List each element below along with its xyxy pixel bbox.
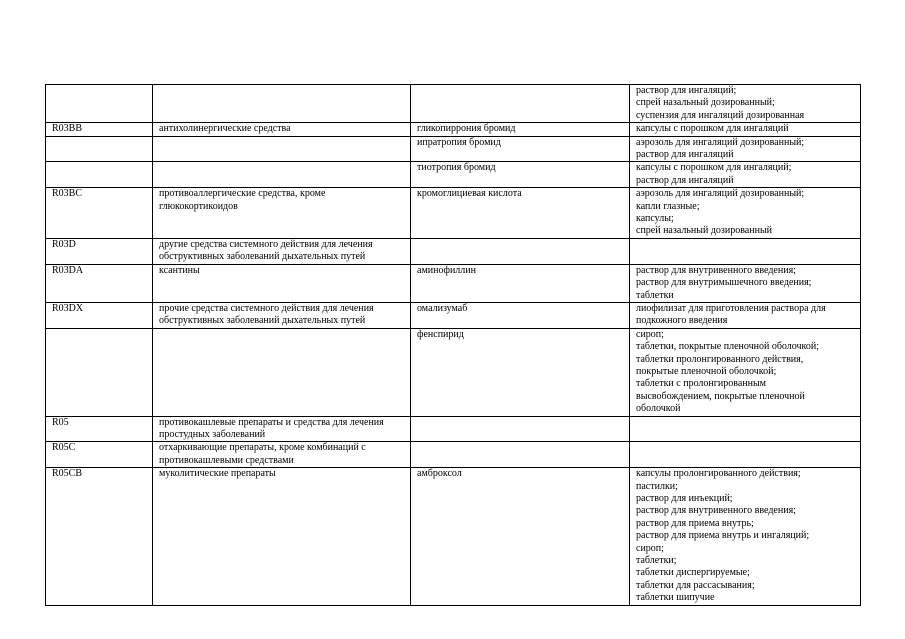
dosage-form-line: таблетки; <box>636 555 677 567</box>
atc-code-cell <box>46 85 153 123</box>
dosage-form-cell <box>630 188 861 239</box>
pharmacological-group-cell <box>153 328 411 416</box>
dosage-form-line: раствор для ингаляций <box>636 174 734 186</box>
dosage-form-line: капли глазные; <box>636 200 700 212</box>
pharmacological-group-cell <box>153 442 411 468</box>
drug-name-cell: омализумаб <box>411 302 630 328</box>
group-text-line: другие средства системного действия для лечения <box>159 238 373 250</box>
drug-name-cell: ипратропия бромид <box>411 136 630 162</box>
group-text-line: антихолинергические средства <box>159 123 291 135</box>
table-row <box>46 85 861 123</box>
group-text-line: ксантины <box>159 264 200 276</box>
dosage-form-line: пастилки; <box>636 480 678 492</box>
dosage-form-line: подкожного введения <box>636 315 728 327</box>
table-row <box>46 416 861 442</box>
drug-classification-table <box>45 84 861 606</box>
dosage-form-line: таблетки с пролонгированным <box>636 378 767 390</box>
dosage-form-line: таблетки <box>636 289 674 301</box>
dosage-form-line: раствор для приема внутрь и ингаляций; <box>636 530 810 542</box>
pharmacological-group-cell <box>153 123 411 136</box>
dosage-form-line: таблетки диспергируемые; <box>636 567 750 579</box>
dosage-form-cell <box>630 302 861 328</box>
dosage-form-cell <box>630 468 861 605</box>
dosage-form-cell <box>630 416 861 442</box>
dosage-form-cell <box>630 238 861 264</box>
atc-code-cell: R05CB <box>46 468 153 605</box>
atc-code-cell <box>46 328 153 416</box>
group-text-line: глюкокортикоидов <box>159 200 238 212</box>
dosage-form-line: раствор для внутривенного введения; <box>636 264 796 276</box>
drug-name-cell <box>411 238 630 264</box>
dosage-form-line: раствор для ингаляций <box>636 149 734 161</box>
drug-name-cell: кромоглициевая кислота <box>411 188 630 239</box>
dosage-form-line: сироп; <box>636 328 664 340</box>
table-row <box>46 264 861 302</box>
table-row <box>46 468 861 605</box>
dosage-form-line: капсулы с порошком для ингаляций <box>636 123 789 135</box>
dosage-form-line: таблетки для рассасывания; <box>636 579 755 591</box>
drug-name-cell: аминофиллин <box>411 264 630 302</box>
atc-code-cell: R05C <box>46 442 153 468</box>
dosage-form-cell <box>630 264 861 302</box>
table-row <box>46 123 861 136</box>
atc-code-cell: R03D <box>46 238 153 264</box>
pharmacological-group-cell <box>153 238 411 264</box>
dosage-form-cell <box>630 123 861 136</box>
group-text-line: обструктивных заболеваний дыхательных путей <box>159 251 366 263</box>
dosage-form-cell <box>630 162 861 188</box>
atc-code-cell <box>46 136 153 162</box>
drug-name-cell <box>411 442 630 468</box>
table-row <box>46 188 861 239</box>
table-row <box>46 328 861 416</box>
dosage-form-line: таблетки, покрытые пленочной оболочкой; <box>636 341 820 353</box>
group-text-line: простудных заболеваний <box>159 428 266 440</box>
group-text-line: отхаркивающие препараты, кроме комбинаций с <box>159 442 366 454</box>
drug-name-cell: тиотропия бромид <box>411 162 630 188</box>
drug-name-cell: гликопиррония бромид <box>411 123 630 136</box>
dosage-form-line: раствор для ингаляций; <box>636 85 737 96</box>
table-row <box>46 238 861 264</box>
drug-name-cell: амброксол <box>411 468 630 605</box>
dosage-form-line: сироп; <box>636 542 664 554</box>
dosage-form-line: капсулы; <box>636 213 674 225</box>
drug-name-cell <box>411 85 630 123</box>
dosage-form-cell <box>630 85 861 123</box>
pharmacological-group-cell <box>153 162 411 188</box>
atc-code-cell: R03DX <box>46 302 153 328</box>
dosage-form-line: спрей назальный дозированный <box>636 225 773 237</box>
drug-name-cell: фенспирид <box>411 328 630 416</box>
dosage-form-line: капсулы с порошком для ингаляций; <box>636 162 792 174</box>
dosage-form-line: таблетки пролонгированного действия, <box>636 353 804 365</box>
pharmacological-group-cell <box>153 85 411 123</box>
atc-code-cell: R05 <box>46 416 153 442</box>
dosage-form-line: суспензия для ингаляций дозированная <box>636 109 805 121</box>
dosage-form-cell <box>630 136 861 162</box>
dosage-form-line: таблетки шипучие <box>636 592 715 604</box>
table-row <box>46 162 861 188</box>
pharmacological-group-cell <box>153 468 411 605</box>
table-row <box>46 136 861 162</box>
dosage-form-cell <box>630 442 861 468</box>
dosage-form-line: спрей назальный дозированный; <box>636 97 775 109</box>
table-body <box>46 85 861 606</box>
atc-code-cell: R03BC <box>46 188 153 239</box>
table-row <box>46 442 861 468</box>
dosage-form-cell <box>630 328 861 416</box>
drug-name-cell <box>411 416 630 442</box>
dosage-form-line: раствор для приема внутрь; <box>636 517 754 529</box>
dosage-form-line: раствор для внутримышечного введения; <box>636 277 812 289</box>
group-text-line: муколитические препараты <box>159 468 276 480</box>
pharmacological-group-cell <box>153 416 411 442</box>
pharmacological-group-cell <box>153 302 411 328</box>
pharmacological-group-cell <box>153 264 411 302</box>
atc-code-cell: R03BB <box>46 123 153 136</box>
pharmacological-group-cell <box>153 136 411 162</box>
atc-code-cell <box>46 162 153 188</box>
dosage-form-line: аэрозоль для ингаляций дозированный; <box>636 136 805 148</box>
dosage-form-line: капсулы пролонгированного действия; <box>636 468 801 480</box>
dosage-form-line: аэрозоль для ингаляций дозированный; <box>636 188 805 200</box>
group-text-line: противоаллергические средства, кроме <box>159 188 326 200</box>
dosage-form-line: раствор для внутривенного введения; <box>636 505 796 517</box>
table-row <box>46 302 861 328</box>
dosage-form-line: раствор для инъекций; <box>636 493 733 504</box>
dosage-form-line: оболочкой <box>636 403 681 415</box>
atc-code-cell: R03DA <box>46 264 153 302</box>
group-text-line: обструктивных заболеваний дыхательных путей <box>159 315 366 327</box>
pharmacological-group-cell <box>153 188 411 239</box>
dosage-form-line: лиофилизат для приготовления раствора для <box>636 302 826 314</box>
group-text-line: прочие средства системного действия для лечения <box>159 302 374 314</box>
group-text-line: противокашлевые препараты и средства для лечения <box>159 416 384 428</box>
dosage-form-line: высвобождением, покрытые пленочной <box>636 390 805 402</box>
dosage-form-line: покрытые пленочной оболочкой; <box>636 365 777 377</box>
group-text-line: противокашлевыми средствами <box>159 454 294 466</box>
